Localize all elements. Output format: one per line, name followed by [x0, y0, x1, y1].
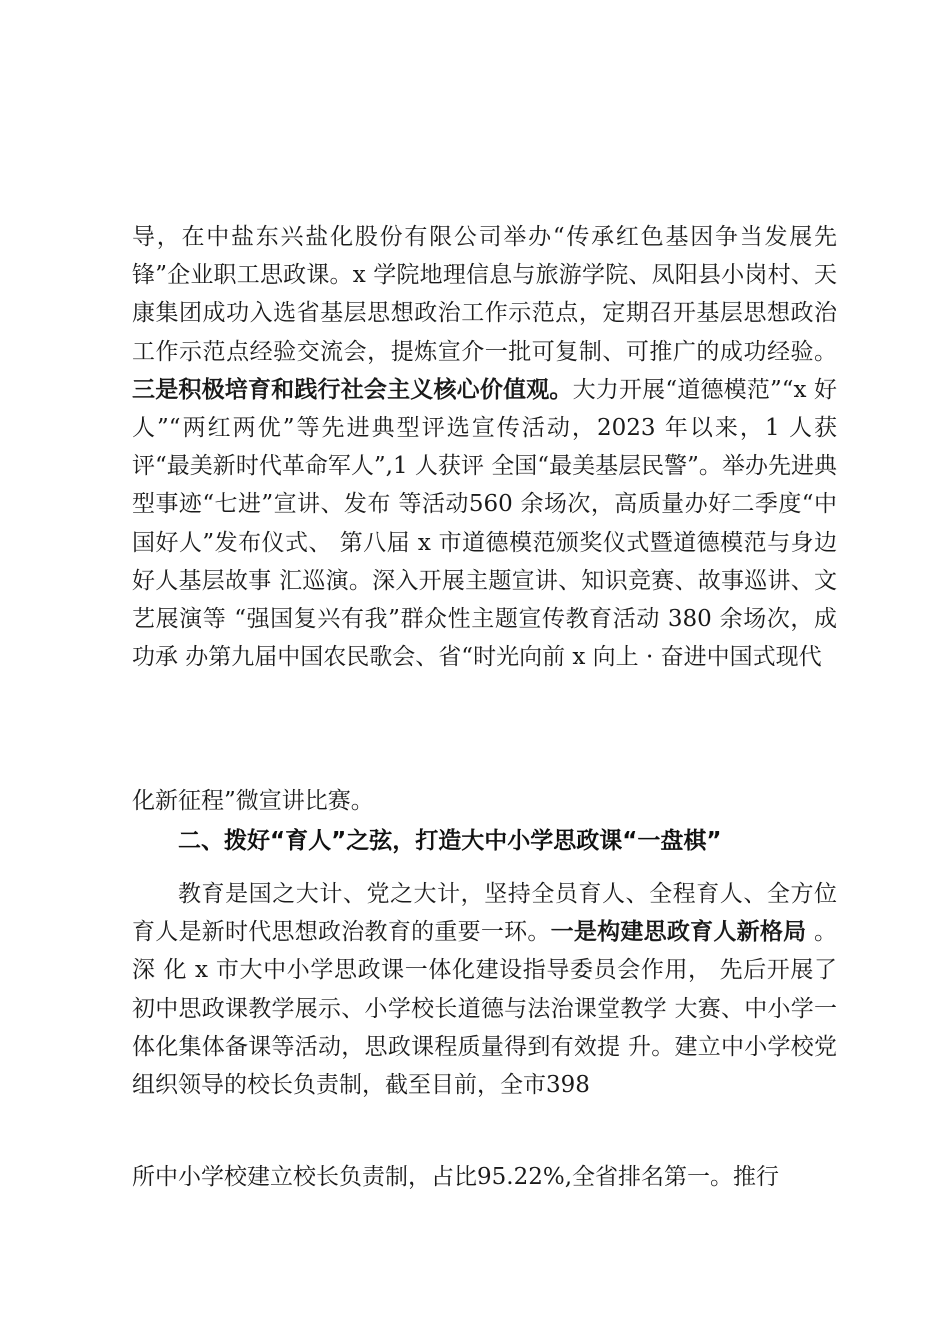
paragraph-text: 。深 化 x 市大中小学思政课一体化建设指导委员会作用， 先后开展了初中思政课教学展示、小学校长道德与法治课堂教学 大赛、中小学一体化集体备课等活动，思政课程质量得到有效提 升。建立中小学校党组织领导的校长负责制，截至目前，全市398 [132, 919, 838, 1099]
paragraph-block-1 [132, 218, 837, 676]
paragraph-block-3 [132, 875, 837, 1104]
paragraph-block-2 [132, 782, 837, 820]
paragraph-text: 教育是国之大计、党之大计，坚持全员育人、全程育人、全方位育人是新时代思想政治教育的重要一环。 [132, 881, 837, 946]
paragraph-text: 大力开展“道德模范”“x 好人”“两红两优”等先进典型评选宣传活动，2023 年以来，1 人获评“最美新时代革命军人”,1 人获评 全国“最美基层民警”。举办先进典型事迹“七进”宣讲、发布 等活动560 余场次，高质量办好二季度“中国好人”发布仪式、 第八届 x 市道德模范颁奖仪式暨道德模范与身边好人基层故事 汇巡演。深入开展主题宣讲、知识竞赛、故事巡讲、文艺展演等 “强国复兴有我”群众性主题宣传教育活动 380 余场次，成功承 办第九届中国农民歌会、省“时光向前 x 向上 · 奋进中国式现代 [132, 376, 837, 671]
paragraph-bold-lead: 三是积极培育和践行社会主义核心价值观。 [132, 376, 573, 403]
paragraph-text: 所中小学校建立校长负责制，占比95.22%,全省排名第一。推行 [132, 1164, 780, 1190]
paragraph-text: 化新征程”微宣讲比赛。 [132, 788, 374, 814]
paragraph-text: 导，在中盐东兴盐化股份有限公司举办“传承红色基因争当发展先锋”企业职工思政课。x 学院地理信息与旅游学院、凤阳县小岗村、天康集团成功入选省基层思想政治工作示范点，定期召开基层思想政治工作示范点经验交流会，提炼宣介一批可复制、可推广的成功经验。 [132, 224, 837, 365]
paragraph-bold-lead: 一是构建思政育人新格局 [550, 919, 807, 946]
paragraph-block-4 [132, 1158, 837, 1196]
section-heading: 二、拨好“育人”之弦，打造大中小学思政课“一盘棋” [178, 828, 722, 854]
